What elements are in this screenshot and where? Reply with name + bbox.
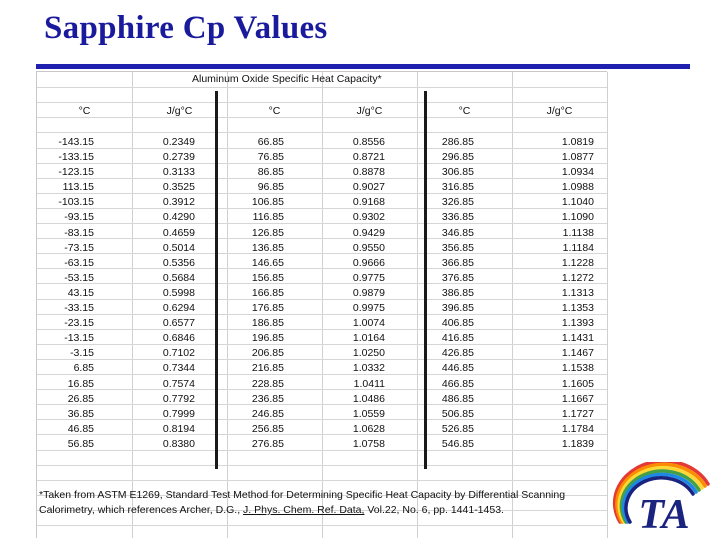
table-cell: 113.15	[62, 181, 94, 194]
table-cell: 426.85	[441, 347, 474, 360]
column-header: J/g°C	[546, 105, 573, 117]
table-cell: 336.85	[441, 211, 474, 224]
spreadsheet	[36, 71, 607, 538]
table-cell: 1.0628	[352, 422, 385, 435]
column-header: J/g°C	[356, 105, 383, 117]
table-row	[37, 407, 607, 422]
ta-logo	[612, 462, 718, 538]
grid-line-horizontal	[37, 102, 607, 103]
table-cell: 0.7102	[162, 347, 195, 360]
table-cell: 126.85	[251, 226, 284, 239]
grid-line-horizontal	[37, 480, 607, 481]
table-cell: 236.85	[251, 392, 284, 405]
table-cell: 0.3525	[162, 181, 195, 194]
table-row	[37, 422, 607, 437]
table-cell: 546.85	[441, 437, 474, 450]
table-cell: 1.0332	[352, 362, 385, 375]
grid-line-horizontal	[37, 132, 607, 133]
table-cell: 0.6294	[162, 302, 195, 315]
table-row	[37, 210, 607, 225]
table-heading: Aluminum Oxide Specific Heat Capacity*	[192, 73, 382, 85]
table-cell: 0.2739	[162, 151, 195, 164]
table-row	[37, 346, 607, 361]
table-cell: 0.3912	[162, 196, 195, 209]
table-row	[37, 361, 607, 376]
table-cell: 0.9168	[352, 196, 385, 209]
table-cell: 66.85	[257, 136, 284, 148]
table-cell: 186.85	[251, 317, 284, 330]
table-cell: 1.0877	[561, 151, 594, 164]
table-cell: 0.5684	[162, 271, 195, 284]
table-cell: 116.85	[252, 211, 284, 224]
table-row	[37, 150, 607, 165]
table-cell: 1.1272	[561, 271, 594, 284]
table-cell: 228.85	[251, 377, 284, 390]
table-cell: 1.1138	[562, 226, 594, 239]
table-cell: 146.65	[251, 256, 284, 269]
table-row	[37, 135, 607, 150]
table-row	[37, 316, 607, 331]
table-row	[37, 301, 607, 316]
table-cell: 1.1353	[561, 302, 594, 315]
slide-title: Sapphire Cp Values	[44, 10, 328, 46]
table-row	[37, 286, 607, 301]
footnote-journal: J. Phys. Chem. Ref. Data,	[243, 504, 365, 516]
table-cell: -3.15	[70, 347, 94, 360]
table-cell: -133.15	[58, 151, 94, 164]
table-cell: 1.1467	[561, 347, 594, 360]
table-cell: 366.85	[441, 256, 474, 269]
table-row	[37, 331, 607, 346]
table-cell: 0.9775	[352, 271, 385, 284]
table-cell: 1.0758	[352, 437, 385, 450]
table-cell: 0.5356	[162, 256, 195, 269]
table-row	[37, 271, 607, 286]
table-row	[37, 180, 607, 195]
table-cell: 466.85	[441, 377, 474, 390]
table-cell: 76.85	[257, 151, 284, 164]
table-cell: 46.85	[67, 422, 94, 435]
table-cell: 526.85	[441, 422, 474, 435]
table-row	[37, 226, 607, 241]
footnote-text: *Taken from ASTM E1269, Standard Test Method for Determining Specific Heat Capacity by Differential Scanning Calorimetry, which references Archer, D.G.,	[39, 489, 566, 516]
table-cell: 1.0164	[352, 332, 385, 345]
table-cell: -13.15	[64, 332, 94, 345]
table-cell: 0.9550	[352, 241, 385, 254]
table-row	[37, 377, 607, 392]
table-cell: 1.0486	[352, 392, 385, 405]
table-cell: 36.85	[67, 407, 94, 420]
table-cell: 6.85	[73, 362, 94, 375]
table-cell: 376.85	[441, 271, 474, 284]
table-cell: 1.0250	[352, 347, 385, 360]
table-row	[37, 195, 607, 210]
table-cell: -83.15	[64, 226, 94, 239]
table-cell: 1.0411	[353, 377, 385, 390]
table-cell: 1.0819	[561, 136, 594, 148]
table-cell: -73.15	[64, 241, 94, 254]
table-cell: 506.85	[441, 407, 474, 420]
grid-line-horizontal	[37, 525, 607, 526]
table-cell: -53.15	[64, 271, 94, 284]
table-cell: 43.15	[67, 286, 94, 299]
table-cell: 486.85	[441, 392, 474, 405]
table-cell: 1.1839	[561, 437, 594, 450]
table-cell: -33.15	[64, 302, 94, 315]
table-cell: 346.85	[441, 226, 474, 239]
table-cell: 386.85	[441, 286, 474, 299]
table-cell: 0.6846	[162, 332, 195, 345]
table-cell: 0.7999	[162, 407, 195, 420]
table-cell: 286.85	[441, 136, 474, 148]
table-cell: 306.85	[441, 166, 474, 179]
table-cell: 1.0074	[352, 317, 385, 330]
table-cell: 396.85	[441, 302, 474, 315]
table-row	[37, 241, 607, 256]
table-cell: 1.1538	[561, 362, 594, 375]
table-cell: 416.85	[441, 332, 474, 345]
table-cell: 1.1040	[561, 196, 594, 209]
table-cell: 166.85	[251, 286, 284, 299]
table-cell: 16.85	[67, 377, 94, 390]
table-cell: 1.0988	[561, 181, 594, 194]
table-cell: 276.85	[251, 437, 284, 450]
table-row	[37, 256, 607, 271]
column-header: J/g°C	[166, 105, 193, 117]
column-header: °C	[268, 105, 281, 117]
table-cell: 0.3133	[162, 166, 195, 179]
table-cell: 1.0934	[561, 166, 594, 179]
table-cell: -23.15	[64, 317, 94, 330]
footnote	[39, 488, 599, 518]
table-cell: 1.1784	[561, 422, 594, 435]
table-cell: 1.1393	[561, 317, 594, 330]
table-cell: 216.85	[251, 362, 284, 375]
table-cell: 356.85	[441, 241, 474, 254]
table-cell: 0.6577	[162, 317, 195, 330]
grid-line-horizontal	[37, 87, 607, 88]
table-cell: 0.8194	[162, 422, 195, 435]
table-cell: 86.85	[257, 166, 284, 179]
table-cell: 206.85	[251, 347, 284, 360]
table-row	[37, 437, 607, 452]
grid-line-horizontal	[37, 117, 607, 118]
table-cell: 246.85	[251, 407, 284, 420]
table-cell: 136.85	[251, 241, 284, 254]
table-cell: 446.85	[441, 362, 474, 375]
table-cell: 296.85	[441, 151, 474, 164]
table-cell: 106.85	[251, 196, 284, 209]
table-cell: 96.85	[257, 181, 284, 194]
table-cell: -143.15	[58, 136, 94, 148]
logo-text: TA	[638, 492, 690, 538]
table-cell: 0.4290	[162, 211, 195, 224]
table-cell: -103.15	[58, 196, 94, 209]
table-cell: 0.8878	[352, 166, 385, 179]
table-cell: 0.9975	[352, 302, 385, 315]
table-cell: 0.2349	[162, 136, 195, 148]
table-cell: 316.85	[441, 181, 474, 194]
table-cell: 1.1727	[561, 407, 594, 420]
table-cell: 0.8721	[352, 151, 385, 164]
table-row	[37, 165, 607, 180]
table-cell: -63.15	[64, 256, 94, 269]
column-header: °C	[458, 105, 471, 117]
table-cell: 1.1228	[561, 256, 594, 269]
table-cell: 0.9879	[352, 286, 385, 299]
table-cell: 1.1090	[561, 211, 594, 224]
table-cell: 1.1667	[561, 392, 594, 405]
grid-line-vertical	[607, 72, 608, 538]
table-cell: 26.85	[67, 392, 94, 405]
table-cell: 0.8380	[162, 437, 195, 450]
table-cell: 176.85	[251, 302, 284, 315]
table-cell: 156.85	[251, 271, 284, 284]
table-cell: -93.15	[64, 211, 94, 224]
table-cell: 0.5998	[162, 286, 195, 299]
table-cell: 0.7344	[162, 362, 195, 375]
table-cell: 56.85	[67, 437, 94, 450]
table-cell: 0.9666	[352, 256, 385, 269]
column-header: °C	[78, 105, 91, 117]
table-cell: 0.4659	[162, 226, 195, 239]
table-cell: 1.1184	[562, 241, 594, 254]
table-cell: 1.0559	[352, 407, 385, 420]
grid-line-horizontal	[37, 465, 607, 466]
table-cell: 0.8556	[352, 136, 385, 148]
title-rule	[36, 64, 690, 69]
table-body	[37, 135, 607, 452]
table-row	[37, 392, 607, 407]
table-cell: 0.5014	[162, 241, 195, 254]
table-cell: 0.9027	[352, 181, 385, 194]
table-cell: 326.85	[441, 196, 474, 209]
table-cell: 0.9429	[352, 226, 385, 239]
table-cell: 256.85	[251, 422, 284, 435]
table-cell: 1.1313	[561, 286, 594, 299]
table-cell: 0.7792	[162, 392, 195, 405]
table-cell: 406.85	[441, 317, 474, 330]
table-cell: -123.15	[58, 166, 94, 179]
table-cell: 1.1605	[561, 377, 594, 390]
table-cell: 0.7574	[162, 377, 195, 390]
footnote-citation: Vol.22, No. 6, pp. 1441-1453.	[367, 504, 504, 516]
table-cell: 1.1431	[561, 332, 594, 345]
table-cell: 196.85	[251, 332, 284, 345]
table-cell: 0.9302	[352, 211, 385, 224]
